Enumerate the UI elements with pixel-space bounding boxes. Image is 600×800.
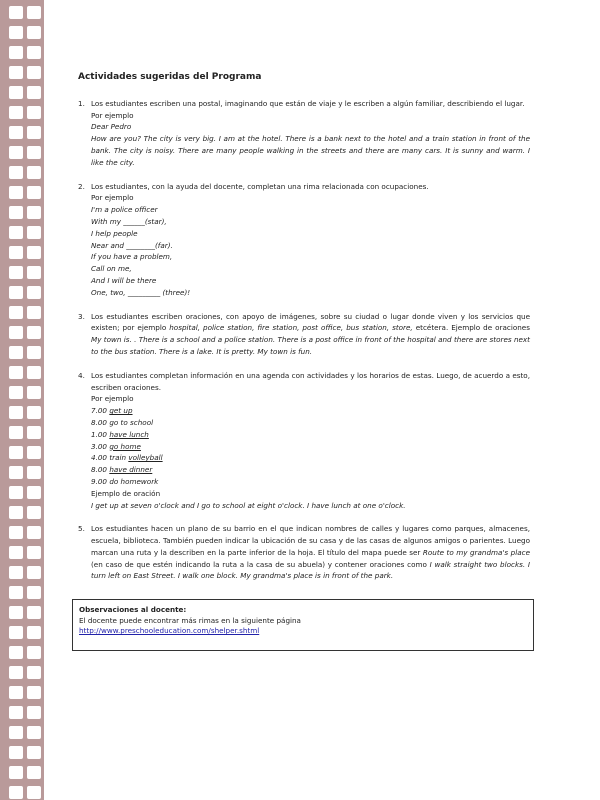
binding-hole xyxy=(9,646,23,659)
binding-hole xyxy=(9,486,23,499)
rhyme-line: If you have a problem, xyxy=(91,252,173,262)
binding-hole xyxy=(27,166,41,179)
map-title-example: Route to my grandma's place xyxy=(422,547,530,557)
binding-hole xyxy=(27,66,41,79)
activity-number: 4. xyxy=(78,370,85,380)
binding-hole xyxy=(9,406,23,419)
binding-hole xyxy=(9,466,23,479)
activity-2-intro: Los estudiantes, con la ayuda del docente, completan una rima relacionada con ocupaciones. xyxy=(91,181,429,191)
teacher-notes-heading: Observaciones al docente: xyxy=(79,605,187,614)
rhyme-line: With my ______(star), xyxy=(91,216,167,226)
binding-hole xyxy=(27,46,41,59)
activity-4-por-ejemplo: Por ejemplo xyxy=(91,394,134,404)
binding-hole xyxy=(27,666,41,679)
binding-hole xyxy=(9,726,23,739)
binding-hole xyxy=(27,466,41,479)
binding-hole xyxy=(9,106,23,119)
binding-hole xyxy=(27,146,41,159)
activity-4-ejemplo: Ejemplo de oración xyxy=(91,488,161,498)
binding-hole xyxy=(9,266,23,279)
binding-hole xyxy=(9,306,23,319)
binding-hole xyxy=(9,86,23,99)
binding-hole xyxy=(9,606,23,619)
activity-5-p1: Los estudiantes hacen un plano de su barrio en el que indican nombres de calles y lugares como parques, almacenes, escuela, biblioteca. También pueden indicar la ubicación de su casa y de las casas de algunos amigos o parientes. Luego marcan una ruta y la describen en la parte inferior de la hoja. El título del mapa puede ser xyxy=(91,524,530,557)
activity-number: 2. xyxy=(78,181,85,191)
binding-hole xyxy=(9,146,23,159)
binding-hole xyxy=(9,626,23,639)
postcard-body: How are you? The city is very big. I am at the hotel. There is a bank next to the hotel and a train station in front of the bank. The city is noisy. There are many people walking in the streets and there are many cars. It is sunny and warm. I like the city. xyxy=(91,134,530,167)
binding-hole xyxy=(27,266,41,279)
binding-hole xyxy=(27,786,41,799)
binding-hole xyxy=(9,686,23,699)
agenda-item: 8.00 have dinner xyxy=(91,465,153,475)
agenda-item: 9.00 do homework xyxy=(91,476,159,486)
binding-hole xyxy=(9,446,23,459)
binding-hole xyxy=(9,186,23,199)
activity-1 xyxy=(78,98,530,169)
binding-hole xyxy=(9,506,23,519)
binding-hole xyxy=(27,6,41,19)
binding-hole xyxy=(9,326,23,339)
activity-3-text xyxy=(91,311,530,358)
binding-hole xyxy=(27,306,41,319)
activity-3-intro: Los estudiantes escriben oraciones, con apoyo de imágenes, sobre su ciudad o lugar donde viven y los servicios que existen; por ejemplo xyxy=(91,311,530,333)
agenda-item: 7.00 get up xyxy=(91,406,133,416)
binding-hole xyxy=(27,626,41,639)
activity-4 xyxy=(78,370,530,512)
binding-hole xyxy=(27,446,41,459)
binding-hole xyxy=(27,726,41,739)
binding-hole xyxy=(9,286,23,299)
teacher-notes-box xyxy=(72,599,534,651)
rhyme-line: I help people xyxy=(91,228,138,238)
binding-hole xyxy=(27,506,41,519)
agenda-item: 4.00 train volleyball xyxy=(91,453,163,463)
rhyme-line: Near and ________(far). xyxy=(91,240,173,250)
binding-hole xyxy=(27,586,41,599)
activity-5-p2: (en caso de que estén indicando la ruta a la casa de su abuela) y contener oraciones como xyxy=(91,559,427,569)
binding-hole xyxy=(9,366,23,379)
postcard-greeting: Dear Pedro xyxy=(91,122,132,132)
binding-hole xyxy=(27,26,41,39)
binding-hole xyxy=(9,786,23,799)
binding-hole xyxy=(9,166,23,179)
activity-1-intro: Los estudiantes escriben una postal, imaginando que están de viaje y le escriben a algún familiar, describiendo el lugar. xyxy=(91,98,525,108)
binding-hole xyxy=(9,206,23,219)
rhyme-line: One, two, _________ (three)! xyxy=(91,287,191,297)
activity-2-por-ejemplo: Por ejemplo xyxy=(91,193,134,203)
binding-hole xyxy=(27,486,41,499)
binding-hole xyxy=(9,586,23,599)
binding-hole xyxy=(27,746,41,759)
rhyme-line: And I will be there xyxy=(91,275,157,285)
binding-hole xyxy=(9,706,23,719)
binding-hole xyxy=(27,246,41,259)
activity-5-text xyxy=(91,523,530,582)
activity-3-cont: etcétera. Ejemplo de oraciones xyxy=(415,323,530,333)
binding-hole xyxy=(9,126,23,139)
binding-hole xyxy=(9,6,23,19)
binding-hole xyxy=(27,106,41,119)
binding-hole xyxy=(27,86,41,99)
binding-hole xyxy=(27,386,41,399)
binding-hole xyxy=(9,26,23,39)
activity-1-por-ejemplo: Por ejemplo xyxy=(91,110,134,120)
binding-hole xyxy=(27,526,41,539)
binding-hole xyxy=(27,366,41,379)
binding-hole xyxy=(9,46,23,59)
activity-number: 1. xyxy=(78,98,85,108)
binding-hole xyxy=(27,186,41,199)
binding-hole xyxy=(27,206,41,219)
binding-hole xyxy=(27,546,41,559)
page-title: Actividades sugeridas del Programa xyxy=(78,72,262,82)
binding-hole xyxy=(27,226,41,239)
agenda-list xyxy=(91,405,530,488)
binding-hole xyxy=(9,666,23,679)
activity-5 xyxy=(78,523,530,582)
rhyme-line: I'm a police officer xyxy=(91,205,158,215)
binding-hole xyxy=(9,526,23,539)
binding-hole xyxy=(9,746,23,759)
agenda-item: 3.00 go home xyxy=(91,441,141,451)
town-example: My town is. . There is a school and a police station. There is a post office in front of the hospital and there are stores next to the bus station. There is a lake. It is pretty. My town is fun. xyxy=(91,335,530,356)
binding-hole xyxy=(27,606,41,619)
binding-hole xyxy=(27,686,41,699)
notebook-binding xyxy=(0,0,44,800)
activity-2 xyxy=(78,181,530,299)
services-list: hospital, police station, fire station, post office, bus station, store, xyxy=(169,323,413,333)
binding-hole xyxy=(27,346,41,359)
agenda-item: 1.00 have lunch xyxy=(91,429,149,439)
binding-hole xyxy=(27,286,41,299)
binding-hole xyxy=(9,566,23,579)
teacher-notes-text: El docente puede encontrar más rimas en la siguiente página xyxy=(79,615,301,625)
binding-hole xyxy=(9,546,23,559)
agenda-item: 8.00 go to school xyxy=(91,417,154,427)
binding-hole xyxy=(9,226,23,239)
rhyme-line: Call on me, xyxy=(91,264,132,274)
binding-hole xyxy=(9,66,23,79)
activity-number: 5. xyxy=(78,524,85,534)
activity-3 xyxy=(78,311,530,358)
binding-hole xyxy=(27,426,41,439)
binding-hole xyxy=(27,326,41,339)
binding-hole xyxy=(27,646,41,659)
binding-hole xyxy=(9,426,23,439)
binding-hole xyxy=(27,766,41,779)
activity-4-sentence: I get up at seven o'clock and I go to school at eight o'clock. I have lunch at one o'clock. xyxy=(91,500,406,510)
binding-hole xyxy=(27,566,41,579)
binding-hole xyxy=(27,126,41,139)
activity-number: 3. xyxy=(78,311,85,321)
binding-hole xyxy=(27,406,41,419)
binding-hole xyxy=(9,246,23,259)
binding-hole xyxy=(9,766,23,779)
binding-hole xyxy=(9,386,23,399)
activity-4-intro: Los estudiantes completan información en una agenda con actividades y los horarios de estas. Luego, de acuerdo a esto, escriben oraciones. xyxy=(91,370,530,392)
document-content xyxy=(78,72,530,594)
binding-hole xyxy=(9,346,23,359)
rhymes-link[interactable]: http://www.preschooleducation.com/shelper.shtml xyxy=(79,626,260,635)
binding-hole xyxy=(27,706,41,719)
route-example: I walk straight two blocks. I turn left on East Street. I walk one block. My grandma's place is in front of the park. xyxy=(91,559,530,581)
